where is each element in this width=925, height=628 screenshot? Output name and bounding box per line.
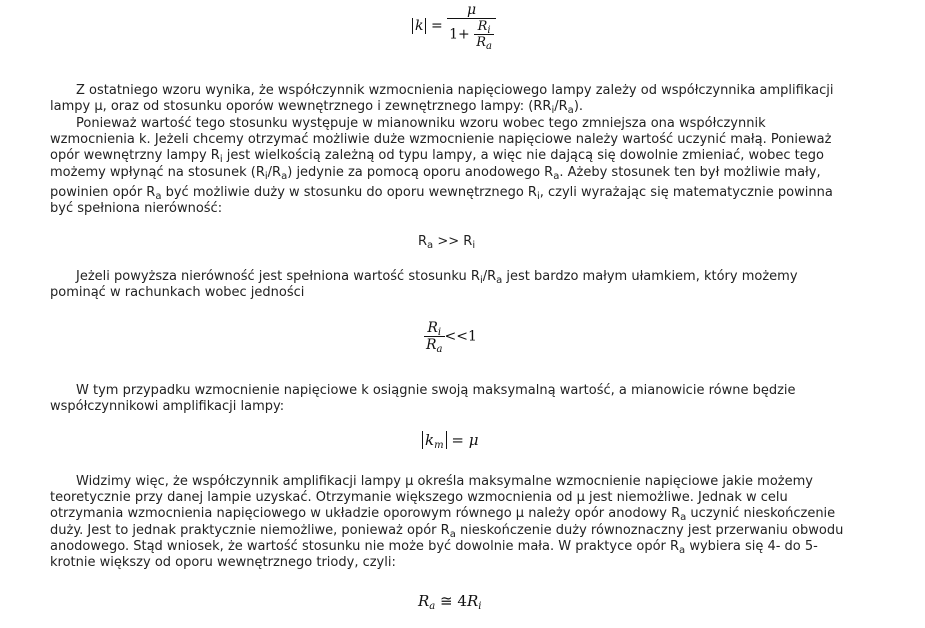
paragraph-1: Z ostatniego wzoru wynika, że współczynnik wzmocnienia napięciowego lampy zależy od współczynnika amplifikacji lampy μ, oraz od stosunku oporów wewnętrznego i zewnętrznego lampy: $(RR_i/R_a)$. — [50, 83, 834, 117]
paragraph-4: W tym przypadku wzmocnienie napięciowe k osiągnie swoją maksymalną wartość, a mianowicie równe będzie współczynnikowi amplifikacji lampy: — [50, 383, 796, 415]
inequality-ra-ri: $R_a >> R_i$ — [418, 234, 476, 251]
formula-ra-approx: $R_a$ ≅ $4R_i$ — [418, 592, 482, 612]
formula-max-gain: $k_m = \mu$ — [422, 431, 478, 449]
formula-gain-fraction: μ 1+ $\frac{R_i}{R_a}$ — [447, 2, 496, 50]
paragraph-5: Widzimy więc, że współczynnik amplifikacji lampy μ określa maksymalne wzmocnienie napięciowe jakie możemy teoretycznie przy danej lampie uzyskać. Otrzymanie większego wzmocnienia od μ jest niemożliwe. Jednak w celu otrzymania wzmocnienia napięciowego w układzie oporowym równego μ należy opór anodowy $R_a$ uczynić nieskończenie duży. Jest to jednak praktycznie niemożliwe, ponieważ opór $R_a$ nieskończenie duży równoznaczny jest przerwaniu obwodu anodowego. Stąd wniosek, że wartość stosunku nie może być dowolnie mała. W praktyce opór $R_a$ wybiera się 4- do 5-krotnie większy od oporu wewnętrznego triody, czyli: — [50, 474, 844, 571]
formula-gain-k: k — [412, 18, 426, 34]
paragraph-3: Jeżeli powyższa nierówność jest spełniona wartość stosunku $R_i/R_a$ jest bardzo małym ułamkiem, który możemy pominąć w rachunkach wobec jedności — [50, 269, 798, 301]
formula-gain: k = μ 1+ $\frac{R_i}{R_a}$ — [412, 2, 496, 50]
formula-ratio-small: $\frac{R_i}{R_a}$ <<1 — [426, 320, 477, 355]
paragraph-2: Ponieważ wartość tego stosunku występuje w mianowniku wzoru wobec tego zmniejsza ona współczynnik wzmocnienia k. Jeżeli chcemy otrzymać możliwie duże wzmocnienie napięciowe należy wartość uczynić małą. Ponieważ opór wewnętrzny lampy $R_i$ jest wielkością zależną od typu lampy, a więc nie dającą się dowolnie zmieniać, wobec tego możemy wpłynąć na stosunek $(R_i/R_a)$ jedynie za pomocą oporu anodowego $R_a$. Ażeby stosunek ten był możliwie mały, powinien opór $R_a$ być możliwie duży w stosunku do oporu wewnętrznego $R_i$, czyli wyrażając się matematycznie powinna być spełniona nierówność: — [50, 116, 833, 217]
